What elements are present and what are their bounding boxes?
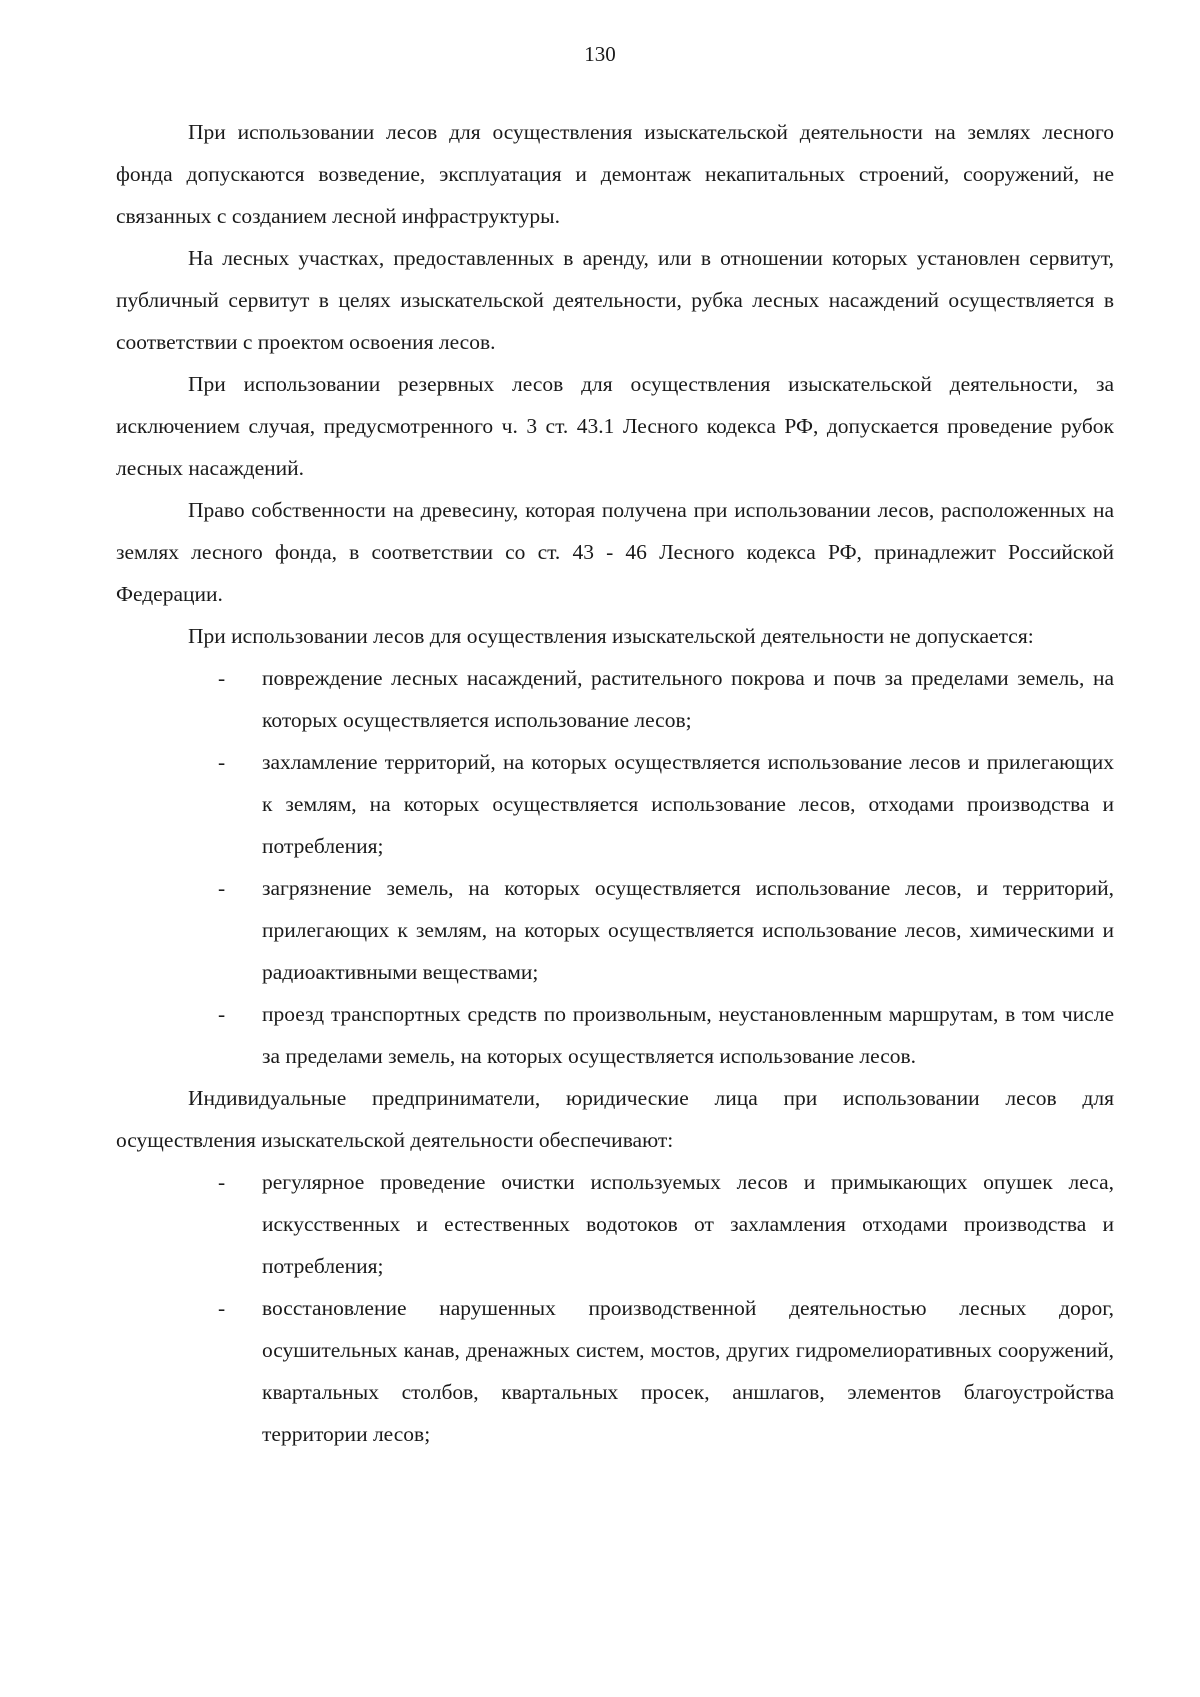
paragraph: При использовании резервных лесов для осуществления изыскательской деятельности, за исключением случая, предусмотренного ч. 3 ст. 43.1 Лесного кодекса РФ, допускается проведение рубок лесных насаждений.	[116, 372, 1114, 480]
list-item-text: захламление территорий, на которых осуществляется использование лесов и прилегающих к землям, на которых осуществляется использование лесов, отходами производства и потребления;	[262, 750, 1114, 858]
prohibitions-list	[116, 657, 1114, 1077]
list-item-text: проезд транспортных средств по произвольным, неустановленным маршрутам, в том числе за пределами земель, на которых осуществляется использование лесов.	[262, 1002, 1114, 1068]
list-dash: -	[218, 1170, 226, 1194]
list-dash: -	[218, 1002, 226, 1026]
paragraph: На лесных участках, предоставленных в аренду, или в отношении которых установлен сервитут, публичный сервитут в целях изыскательской деятельности, рубка лесных насаждений осуществляется в соответствии с проектом освоения лесов.	[116, 246, 1114, 354]
paragraph: При использовании лесов для осуществления изыскательской деятельности не допускается:	[188, 624, 1034, 648]
list-item	[116, 1287, 1114, 1455]
list-item	[116, 993, 1114, 1077]
list-item-text: регулярное проведение очистки используемых лесов и примыкающих опушек леса, искусственных и естественных водотоков от захламления отходами производства и потребления;	[262, 1170, 1114, 1278]
list-dash: -	[218, 666, 226, 690]
paragraph: Индивидуальные предприниматели, юридические лица при использовании лесов для осуществления изыскательской деятельности обеспечивают:	[116, 1086, 1114, 1152]
list-item	[116, 657, 1114, 741]
list-item-text: восстановление нарушенных производственной деятельностью лесных дорог, осушительных канав, дренажных систем, мостов, других гидромелиоративных сооружений, квартальных столбов, квартальных просек, аншлагов, элементов благоустройства территории лесов;	[262, 1296, 1114, 1446]
list-item	[116, 1161, 1114, 1287]
page-number: 130	[584, 42, 616, 66]
paragraph: Право собственности на древесину, которая получена при использовании лесов, расположенных на землях лесного фонда, в соответствии со ст. 43 - 46 Лесного кодекса РФ, принадлежит Российской Федерации.	[116, 498, 1114, 606]
paragraph: При использовании лесов для осуществления изыскательской деятельности на землях лесного фонда допускаются возведение, эксплуатация и демонтаж некапитальных строений, сооружений, не связанных с созданием лесной инфраструктуры.	[116, 120, 1114, 228]
list-item-text: повреждение лесных насаждений, растительного покрова и почв за пределами земель, на которых осуществляется использование лесов;	[262, 666, 1114, 732]
document-body	[116, 111, 1114, 1455]
list-dash: -	[218, 1296, 226, 1320]
list-item	[116, 867, 1114, 993]
list-dash: -	[218, 750, 226, 774]
list-item	[116, 741, 1114, 867]
list-dash: -	[218, 876, 226, 900]
list-item-text: загрязнение земель, на которых осуществляется использование лесов, и территорий, прилегающих к землям, на которых осуществляется использование лесов, химическими и радиоактивными веществами;	[262, 876, 1114, 984]
obligations-list	[116, 1161, 1114, 1455]
